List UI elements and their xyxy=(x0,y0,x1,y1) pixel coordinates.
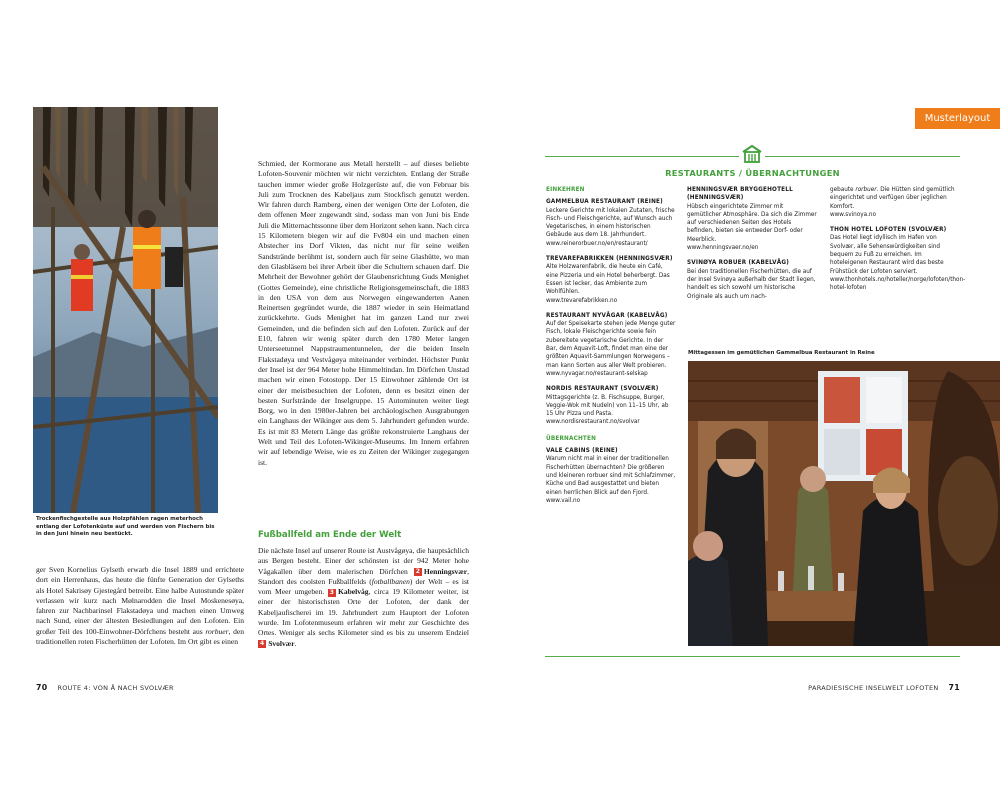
paragraph-text: , Standort des coolsten Fußballfelds ( xyxy=(258,566,469,586)
listing xyxy=(830,226,966,292)
place-name: Kabelvåg xyxy=(337,587,369,597)
layout-tag: Musterlayout xyxy=(915,108,1000,129)
listing-url[interactable]: www.thonhotels.no/hoteller/norge/lofoten/thon-hotel-lofoten xyxy=(830,276,966,292)
map-marker-number: 3 xyxy=(329,588,334,596)
footer-right xyxy=(808,683,960,692)
listing xyxy=(546,312,676,378)
listing xyxy=(546,447,676,505)
listing-continuation xyxy=(830,186,960,219)
listing-text: Hübsch eingerichtete Zimmer mit gemütlicher Atmosphäre. Da sich die Zimmer auf verschiedenen Seiten des Hotels befinden, bieten sie entweder Dorf- oder Meerblick. xyxy=(687,203,817,243)
stockfish-rack-photo xyxy=(33,107,218,513)
info-column-3 xyxy=(830,186,966,300)
info-column-1 xyxy=(546,186,676,512)
section-heading: Fußballfeld am Ende der Welt xyxy=(258,530,402,540)
map-marker-number: 2 xyxy=(415,568,420,576)
italic-term: rorbuer xyxy=(205,626,229,636)
listing-name: RESTAURANT NYVÅGAR (KABELVÅG) xyxy=(546,312,668,319)
body-column-middle xyxy=(258,159,469,468)
info-column-2 xyxy=(687,186,817,308)
house-icon xyxy=(739,144,765,164)
paragraph-text: ) der Welt – es ist vom Meer umgeben. xyxy=(258,576,469,597)
paragraph xyxy=(258,546,469,649)
listing-name: VALE CABINS (REINE) xyxy=(546,448,618,455)
listing xyxy=(546,255,676,305)
listing-text: Leckere Gerichte mit lokalen Zutaten, frische Fisch- und Fleischgerichte, auf Wunsch auch Vegetarisches, in einem historischen Gebäude aus dem 18. Jahrhundert. xyxy=(546,207,675,239)
listing xyxy=(687,259,817,300)
listing-text: Bei den traditionellen Fischerhütten, die auf der Insel Svinøya außerhalb der Stadt liegen, handelt es sich sowohl um historische Originale als auch um nach- xyxy=(687,268,816,300)
listing-url[interactable]: www.vail.no xyxy=(546,497,581,504)
paragraph-text: , circa 19 Kilometer weiter, ist einer der historischsten Orte der Lofoten, der dank der Kabeljaufischerei im 19. Jahrhundert zum Hauptort der Lofoten wurde. Im Lofotenmuseum erfahren wir mehr zur Geschichte des Ortes. Weniger als sechs Kilometer sind es bis zu unserem Endziel xyxy=(258,587,469,638)
map-marker-number: 4 xyxy=(260,640,265,648)
caption-left: Trockenfischgestelle aus Holzpfählen ragen meterhoch entlang der Lofotenküste auf und werden von Fischern bis in den Juni hinein neu bestückt. xyxy=(36,516,215,538)
paragraph-text: ger Sven Kornelius Gylseth erwarb die Insel 1889 und errichtete dort ein Herrenhaus, das heute die fünfte Generation der Gylseths als Hotel Sakrisøy Gjestegård betreibt. Eine halbe Autostunde später verlassen wir kurz nach Mølnarodden die Insel Moskenesøya, fahren zur Nachbarinsel Flakstadøya und machen einen Umweg nach Sund, einer der ältesten Besiedlungen auf den Lofoten. Ein großer Teil des 100-Einwohner-Dörfchens besteht aus xyxy=(36,565,244,636)
listing-name: TREVAREFABRIKKEN (HENNINGSVÆR) xyxy=(546,256,673,263)
paragraph-text: . xyxy=(294,638,297,648)
place-name: Henningsvær xyxy=(423,566,468,576)
listing-url[interactable]: www.svinoya.no xyxy=(830,211,876,218)
listing-name: GAMMELBUA RESTAURANT (REINE) xyxy=(546,199,663,206)
paragraph xyxy=(36,565,244,647)
category-heading: ÜBERNACHTEN xyxy=(546,435,597,442)
listing-url[interactable]: www.trevarefabrikken.no xyxy=(546,297,618,304)
listing-name: NORDIS RESTAURANT (SVOLVÆR) xyxy=(546,386,659,393)
body-column-left xyxy=(36,565,244,647)
listing-url[interactable]: www.henningsvaer.no/en xyxy=(687,245,759,252)
listing-name: SVINØYA ROBUER (KABELVÅG) xyxy=(687,260,790,267)
page-number: 71 xyxy=(948,683,960,692)
listing xyxy=(546,385,676,426)
listing-text: gebaute rorbuer. Die Hütten sind gemütlich eingerichtet und verfügen über jeglichen Komfort. xyxy=(830,187,955,210)
info-box-title: RESTAURANTS / ÜBERNACHTUNGEN xyxy=(665,168,840,178)
place-name: Svolvær xyxy=(268,638,295,648)
paragraph-text: , den traditionellen roten Fischerhütten der Lofoten. Im Ort gibt es einen xyxy=(36,626,245,647)
paragraph-text: Die nächste Insel auf unserer Route ist Austvågøya, die hauptsächlich aus Bergen besteht. Einer der schönsten ist der 942 Meter hohe Vågakallen über dem malerischen Dörfchen xyxy=(258,546,469,576)
running-head: ROUTE 4: VON Å NACH SVOLVÆR xyxy=(57,684,174,692)
restaurant-photo xyxy=(688,361,1000,646)
listing-text: Auf der Speisekarte stehen jede Menge guter Fisch, lokale Fleischgerichte sowie fein zubereitete vegetarische Gerichte. In der Bar, dem Aquavit-Loft, findet man eine der größten Aquavit-Sammlungen Norwegens – man kann Sorten aus aller Welt probieren. xyxy=(546,321,676,369)
listing-text: Das Hotel liegt idyllisch im Hafen von Svolvær, alle Sehenswürdigkeiten sind bequem zu Fuß zu erreichen. Im hoteleigenen Restaurant wird das beste Frühstück der Lofoten serviert. xyxy=(830,235,944,275)
listing-name: THON HOTEL LOFOTEN (SVOLVÆR) xyxy=(830,227,947,234)
listing-name: HENNINGSVÆR BRYGGEHOTELL (HENNINGSVÆR) xyxy=(687,187,793,202)
category-heading: EINKEHREN xyxy=(546,187,585,193)
paragraph: Schmied, der Kormorane aus Metall herstellt – auf dieses beliebte Lofoten-Souvenir möchten wir nicht verzichten. Entlang der Straße tauchen immer wieder große Holzgerüste auf, die von Februar bis Juli zum Trocknen des Kabeljaus zum Stockfisch genutzt werden. Wir fahren durch Ramberg, einen der wenigen Orte der Lofoten, die dem offenen Meer zugewandt sind, sodass man von Juni bis Ende Juli die Mitternachtssonne über dem Horizont sehen kann. Nach circa 15 Kilometern biegen wir auf die Fv804 ein und machen einen Abstecher ins Dorf Vikten, das nicht nur für seine weißen Sandstrände berühmt ist, sondern auch für seine Glashütte, wo man den Glasbläsern bei ihrer Arbeit über die Schultern schauen darf. Die Mehrheit der Bewohner gehört der Glaubensrichtung Guds Menighet (Gottes Gemeinde), eine christliche Religionsgemeinschaft, die 1883 in den USA von dem aus Norwegen eingewanderten Aanen Reinertsen gegründet wurde, die 1887 wieder in sein Heimatland zurückkehrte. Guds Menighet hat im ganzen Land nur zwei Gemeinden, und die befinden sich auf den Lofoten. Zurück auf der E10, fahren wir wenig später durch den 1780 Meter langen Unterseetunnel Nappstraumentunnelen, der die beiden Inseln Flakstadøya und Vestvågøya miteinander verbindet. Höchster Punkt der Insel ist der 964 Meter hohe Himmeltindan. Im Dörfchen Unstad machen wir einen Fotostopp. Der 15 Einwohner zählende Ort ist einer der meistbesuchten der Lofoten, denn es besitzt einen der besten Surfstrände der Inselgruppe. 15 Autominuten weiter liegt Borg, wo in den 1980er-Jahren bei archäologischen Ausgrabungen ein Langhaus der Wikinger aus dem 5. Jahrhundert gefunden wurde. Es ist mit 83 Metern Länge das größte rekonstruierte Langhaus der Welt und Teil des Lofoten-Wikinger-Museums. Im Innern erfahren wir auf lebendige Weise, wie es zu Zeiten der Wikinger zugegangen ist. xyxy=(258,159,469,467)
caption-right: Mittagessen im gemütlichen Gammelbua Restaurant in Reine xyxy=(688,350,875,356)
footer-left xyxy=(36,683,174,692)
listing-url[interactable]: www.reinerorbuer.no/en/restaurant/ xyxy=(546,240,648,247)
body-column-middle-lower xyxy=(258,546,469,649)
listing-url[interactable]: www.nyvagar.no/restaurant-selskap xyxy=(546,370,648,377)
page-number: 70 xyxy=(36,683,48,692)
listing-text: Alte Holzwarenfabrik, die heute ein Café, eine Pizzeria und ein Hotel beherbergt. Das Essen ist lecker, das Ambiente zum Wohlfühlen. xyxy=(546,264,670,296)
listing-text: Mittagsgerichte (z. B. Fischsuppe, Burger, Veggie-Wok mit Nudeln) von 11–15 Uhr, ab 15 Uhr Pizza und Pasta. xyxy=(546,394,669,418)
listing-text: Warum nicht mal in einer der traditionellen Fischerhütten übernachten? Die größeren und kleineren rorbuer sind mit Schlafzimmer, Küche und Bad ausgestattet und bieten einen herrlichen Blick auf den Fjord. xyxy=(546,456,676,496)
listing-url[interactable]: www.nordisrestaurant.no/svolvar xyxy=(546,419,640,426)
listing xyxy=(546,198,676,248)
italic-term: fotballbanen xyxy=(371,576,410,586)
italic-term: rorbuer xyxy=(855,187,877,193)
listing xyxy=(687,186,817,252)
divider xyxy=(545,656,960,657)
running-head: PARADIESISCHE INSELWELT LOFOTEN xyxy=(808,684,939,692)
